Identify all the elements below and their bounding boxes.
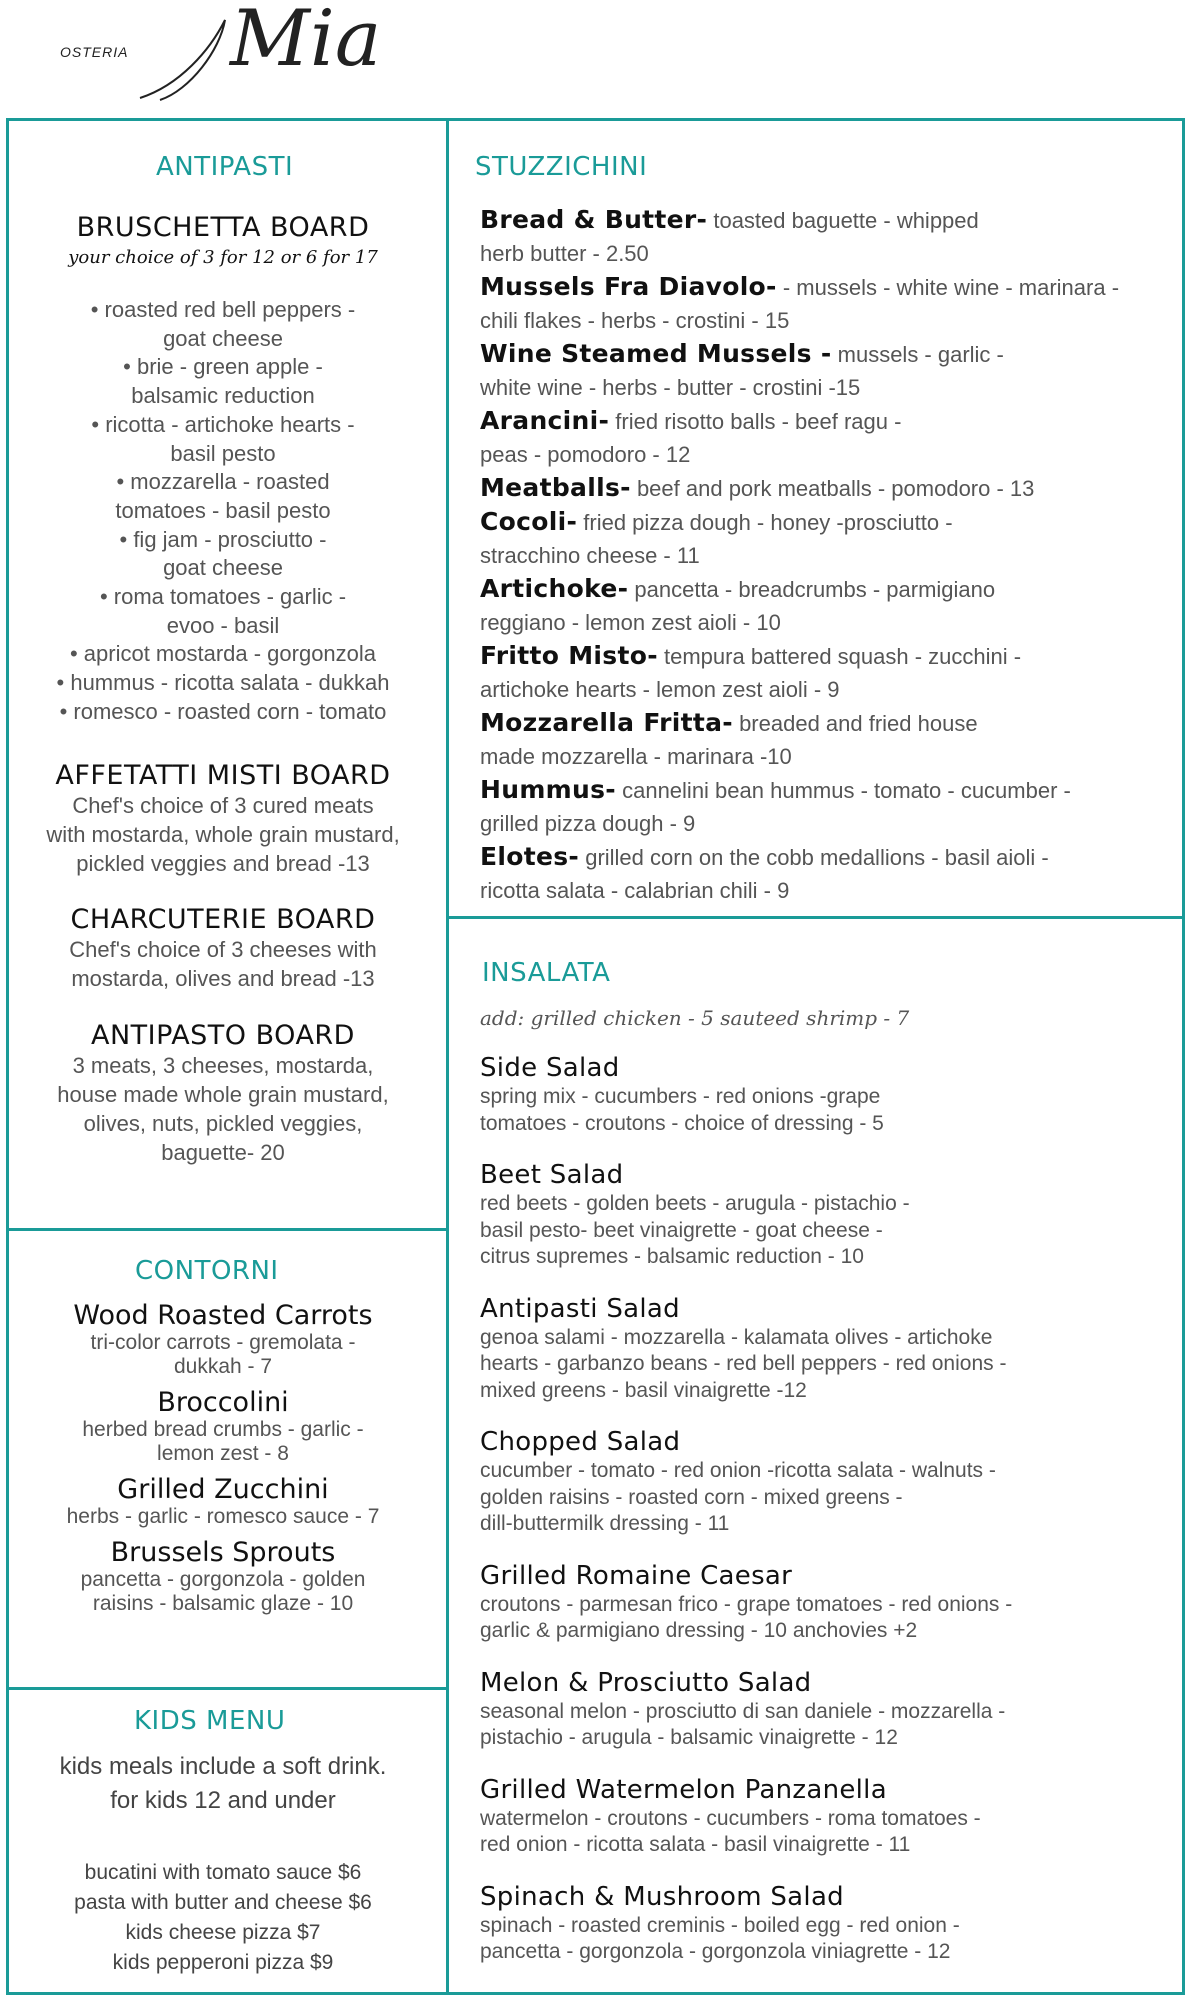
salad-name: Side Salad (480, 1053, 620, 1083)
bruschetta-line: • roasted red bell peppers - (90, 297, 356, 322)
item-desc: white wine - herbs - butter - crostini -15 (480, 375, 861, 400)
item-desc: mussels - garlic - (831, 342, 1004, 367)
bruschetta-line: basil pesto (170, 440, 276, 466)
item-name: Fritto Misto- (480, 641, 658, 670)
item-name: Wine Steamed Mussels - (480, 339, 832, 368)
salad-desc: red beets - golden beets - arugula - pistachio - (480, 1192, 910, 1215)
salad-desc: spring mix - cucumbers - red onions -grape (480, 1085, 881, 1108)
stuzzichini-title: STUZZICHINI (475, 152, 648, 182)
salad-desc: red onion - ricotta salata - basil vinaigrette - 11 (480, 1833, 911, 1856)
contorni-item-name: Broccolini (157, 1387, 289, 1418)
antipasto-desc: olives, nuts, pickled veggies, (83, 1111, 363, 1136)
salad-desc: mixed greens - basil vinaigrette -12 (480, 1378, 807, 1402)
affetatti-desc: Chef's choice of 3 cured meats (72, 793, 374, 818)
bruschetta-line: evoo - basil (166, 612, 280, 638)
item-name: Hummus- (480, 775, 616, 804)
bruschetta-line: • apricot mostarda - gorgonzola (69, 641, 377, 667)
salad-desc: pancetta - gorgonzola - gorgonzola viniagrette - 12 (480, 1940, 951, 1963)
contorni-item (18, 1387, 428, 1466)
salad-item (480, 1774, 1170, 1859)
contorni-title: CONTORNI (135, 1256, 279, 1286)
salad-desc: cucumber - tomato - red onion -ricotta salata - walnuts - (480, 1459, 996, 1482)
stuzzichini-item (480, 337, 1170, 404)
kids-item: bucatini with tomato sauce $6 (84, 1861, 362, 1884)
salad-item (480, 1667, 1170, 1752)
contorni-item-desc: dukkah - 7 (173, 1355, 273, 1378)
item-desc: pancetta - breadcrumbs - parmigiano (628, 577, 996, 602)
salad-desc: tomatoes - croutons - choice of dressing - 5 (480, 1111, 884, 1135)
bruschetta-line: • fig jam - prosciutto - (119, 526, 327, 552)
item-desc: grilled pizza dough - 9 (480, 811, 696, 836)
item-desc: ricotta salata - calabrian chili - 9 (480, 878, 790, 903)
salad-desc: golden raisins - roasted corn - mixed greens - (480, 1485, 903, 1509)
item-desc: made mozzarella - marinara -10 (480, 744, 792, 769)
charcuterie-desc: mostarda, olives and bread -13 (71, 966, 375, 991)
contorni-list (18, 1300, 428, 1616)
contorni-item-desc: herbed bread crumbs - garlic - (82, 1418, 364, 1441)
bruschetta-board (18, 212, 428, 727)
insalata-list (480, 1052, 1170, 1988)
salad-desc: seasonal melon - prosciutto di san daniele - mozzarella - (480, 1699, 1006, 1723)
bruschetta-line: goat cheese (163, 555, 283, 581)
item-desc: tempura battered squash - zucchini - (657, 644, 1022, 669)
salad-desc: garlic & parmigiano dressing - 10 anchovies +2 (480, 1619, 918, 1642)
salad-desc: basil pesto- beet vinaigrette - goat cheese - (480, 1218, 883, 1242)
kids-item: pasta with butter and cheese $6 (74, 1891, 372, 1914)
bruschetta-line: • brie - green apple - (123, 354, 323, 380)
salad-item (480, 1560, 1170, 1645)
salad-desc: pistachio - arugula - balsamic vinaigrette - 12 (480, 1726, 898, 1749)
insalata-addon-note: add: grilled chicken - 5 sauteed shrimp - 7 (480, 1006, 910, 1030)
affetatti-title: AFFETATTI MISTI BOARD (55, 760, 391, 791)
kids-menu (18, 1750, 428, 1978)
item-desc: grilled corn on the cobb medallions - basil aioli - (579, 845, 1049, 870)
salad-name: Beet Salad (480, 1160, 624, 1190)
affetatti-desc: pickled veggies and bread -13 (76, 851, 370, 876)
item-desc: beef and pork meatballs - pomodoro - 13 (630, 476, 1035, 501)
antipasti-title: ANTIPASTI (156, 152, 294, 182)
salad-name: Grilled Watermelon Panzanella (480, 1774, 887, 1805)
bruschetta-line: • mozzarella - roasted (116, 469, 330, 495)
salad-item (480, 1293, 1170, 1405)
salad-desc: spinach - roasted creminis - boiled egg - red onion - (480, 1913, 960, 1937)
salad-name: Spinach & Mushroom Salad (480, 1881, 844, 1912)
item-name: Elotes- (480, 842, 580, 871)
antipasto-title: ANTIPASTO BOARD (91, 1020, 355, 1051)
stuzzichini-item (480, 471, 1170, 505)
stuzzichini-item (480, 203, 1170, 270)
stuzzichini-item (480, 639, 1170, 706)
logo-swash (100, 10, 230, 110)
antipasto-desc: house made whole grain mustard, (57, 1082, 389, 1107)
salad-desc: citrus supremes - balsamic reduction - 10 (480, 1245, 864, 1268)
item-desc: fried risotto balls - beef ragu - (609, 409, 902, 434)
bruschetta-line: • hummus - ricotta salata - dukkah (56, 670, 390, 696)
item-name: Mozzarella Fritta- (480, 708, 733, 737)
column-divider (446, 121, 449, 1992)
contorni-item-desc: tri-color carrots - gremolata - (90, 1331, 356, 1354)
stuzzichini-item (480, 270, 1170, 337)
item-name: Bread & Butter- (480, 205, 708, 234)
item-desc: cannelini bean hummus - tomato - cucumber - (615, 778, 1071, 803)
stuzzichini-item (480, 706, 1170, 773)
item-desc: artichoke hearts - lemon zest aioli - 9 (480, 677, 840, 702)
salad-desc: dill-buttermilk dressing - 11 (480, 1512, 730, 1535)
item-desc: toasted baguette - whipped (707, 208, 979, 233)
charcuterie-desc: Chef's choice of 3 cheeses with (69, 937, 377, 962)
stuzzichini-item (480, 404, 1170, 471)
bruschetta-line: tomatoes - basil pesto (115, 497, 331, 523)
salad-name: Antipasti Salad (480, 1293, 680, 1324)
bruschetta-line: goat cheese (163, 325, 283, 351)
contorni-item-desc: lemon zest - 8 (157, 1442, 289, 1465)
item-name: Cocoli- (480, 507, 578, 536)
kids-note: kids meals include a soft drink. (59, 1753, 387, 1780)
item-name: Arancini- (480, 406, 610, 435)
item-desc: herb butter - 2.50 (480, 241, 649, 266)
contorni-item-desc: herbs - garlic - romesco sauce - 7 (66, 1505, 380, 1528)
kids-item: kids cheese pizza $7 (125, 1921, 321, 1944)
kids-item: kids pepperoni pizza $9 (112, 1951, 334, 1974)
item-desc: breaded and fried house (732, 711, 978, 736)
salad-desc: genoa salami - mozzarella - kalamata olives - artichoke (480, 1325, 993, 1349)
contorni-item (18, 1300, 428, 1379)
contorni-item-name: Wood Roasted Carrots (73, 1300, 373, 1331)
salad-name: Chopped Salad (480, 1427, 681, 1457)
salad-item (480, 1159, 1170, 1271)
contorni-item-desc: raisins - balsamic glaze - 10 (92, 1592, 354, 1615)
bruschetta-title: BRUSCHETTA BOARD (76, 212, 370, 243)
stuzzichini-item (480, 505, 1170, 572)
bruschetta-line: • romesco - roasted corn - tomato (59, 698, 387, 724)
stuzzichini-list (480, 203, 1170, 907)
bruschetta-subtitle: your choice of 3 for 12 or 6 for 17 (68, 247, 378, 268)
charcuterie-board (18, 904, 428, 993)
item-desc: peas - pomodoro - 12 (480, 442, 691, 467)
stuzzichini-item (480, 840, 1170, 907)
item-name: Artichoke- (480, 574, 629, 603)
bruschetta-line: • roma tomatoes - garlic - (99, 584, 347, 610)
item-desc: fried pizza dough - honey -prosciutto - (577, 510, 953, 535)
salad-name: Melon & Prosciutto Salad (480, 1667, 812, 1698)
kids-menu-title: KIDS MENU (134, 1706, 286, 1736)
bruschetta-line: balsamic reduction (131, 383, 315, 409)
antipasto-desc: baguette- 20 (161, 1140, 285, 1165)
restaurant-logo (60, 0, 382, 112)
divider-kids (9, 1687, 446, 1690)
antipasto-desc: 3 meats, 3 cheeses, mostarda, (72, 1053, 374, 1078)
item-desc: - mussels - white wine - marinara - (776, 275, 1120, 300)
insalata-title: INSALATA (482, 958, 611, 988)
contorni-item-desc: pancetta - gorgonzola - golden (80, 1568, 366, 1591)
item-name: Mussels Fra Diavolo- (480, 272, 777, 301)
bruschetta-options (18, 296, 428, 727)
contorni-item (18, 1474, 428, 1529)
divider-contorni (9, 1228, 446, 1231)
contorni-item-name: Brussels Sprouts (110, 1537, 336, 1568)
divider-insalata (449, 916, 1182, 919)
contorni-item (18, 1537, 428, 1616)
bruschetta-line: • ricotta - artichoke hearts - (91, 411, 355, 437)
item-desc: reggiano - lemon zest aioli - 10 (480, 610, 781, 635)
salad-desc: watermelon - croutons - cucumbers - roma tomatoes - (480, 1806, 981, 1830)
stuzzichini-item (480, 572, 1170, 639)
salad-item (480, 1426, 1170, 1538)
salad-name: Grilled Romaine Caesar (480, 1560, 793, 1591)
stuzzichini-item (480, 773, 1170, 840)
logo-mia-text: Mia (230, 0, 382, 84)
affetatti-desc: with mostarda, whole grain mustard, (46, 822, 400, 847)
antipasto-board (18, 1020, 428, 1167)
salad-desc: croutons - parmesan frico - grape tomatoes - red onions - (480, 1592, 1013, 1616)
salad-item (480, 1881, 1170, 1966)
kids-note: for kids 12 and under (110, 1787, 336, 1814)
item-desc: chili flakes - herbs - crostini - 15 (480, 308, 790, 333)
affetatti-board (18, 760, 428, 878)
item-desc: stracchino cheese - 11 (480, 543, 700, 568)
item-name: Meatballs- (480, 473, 631, 502)
contorni-item-name: Grilled Zucchini (117, 1474, 329, 1505)
charcuterie-title: CHARCUTERIE BOARD (70, 904, 376, 935)
logo-osteria-text: OSTERIA (60, 44, 129, 60)
salad-item (480, 1052, 1170, 1137)
salad-desc: hearts - garbanzo beans - red bell peppers - red onions - (480, 1352, 1007, 1375)
